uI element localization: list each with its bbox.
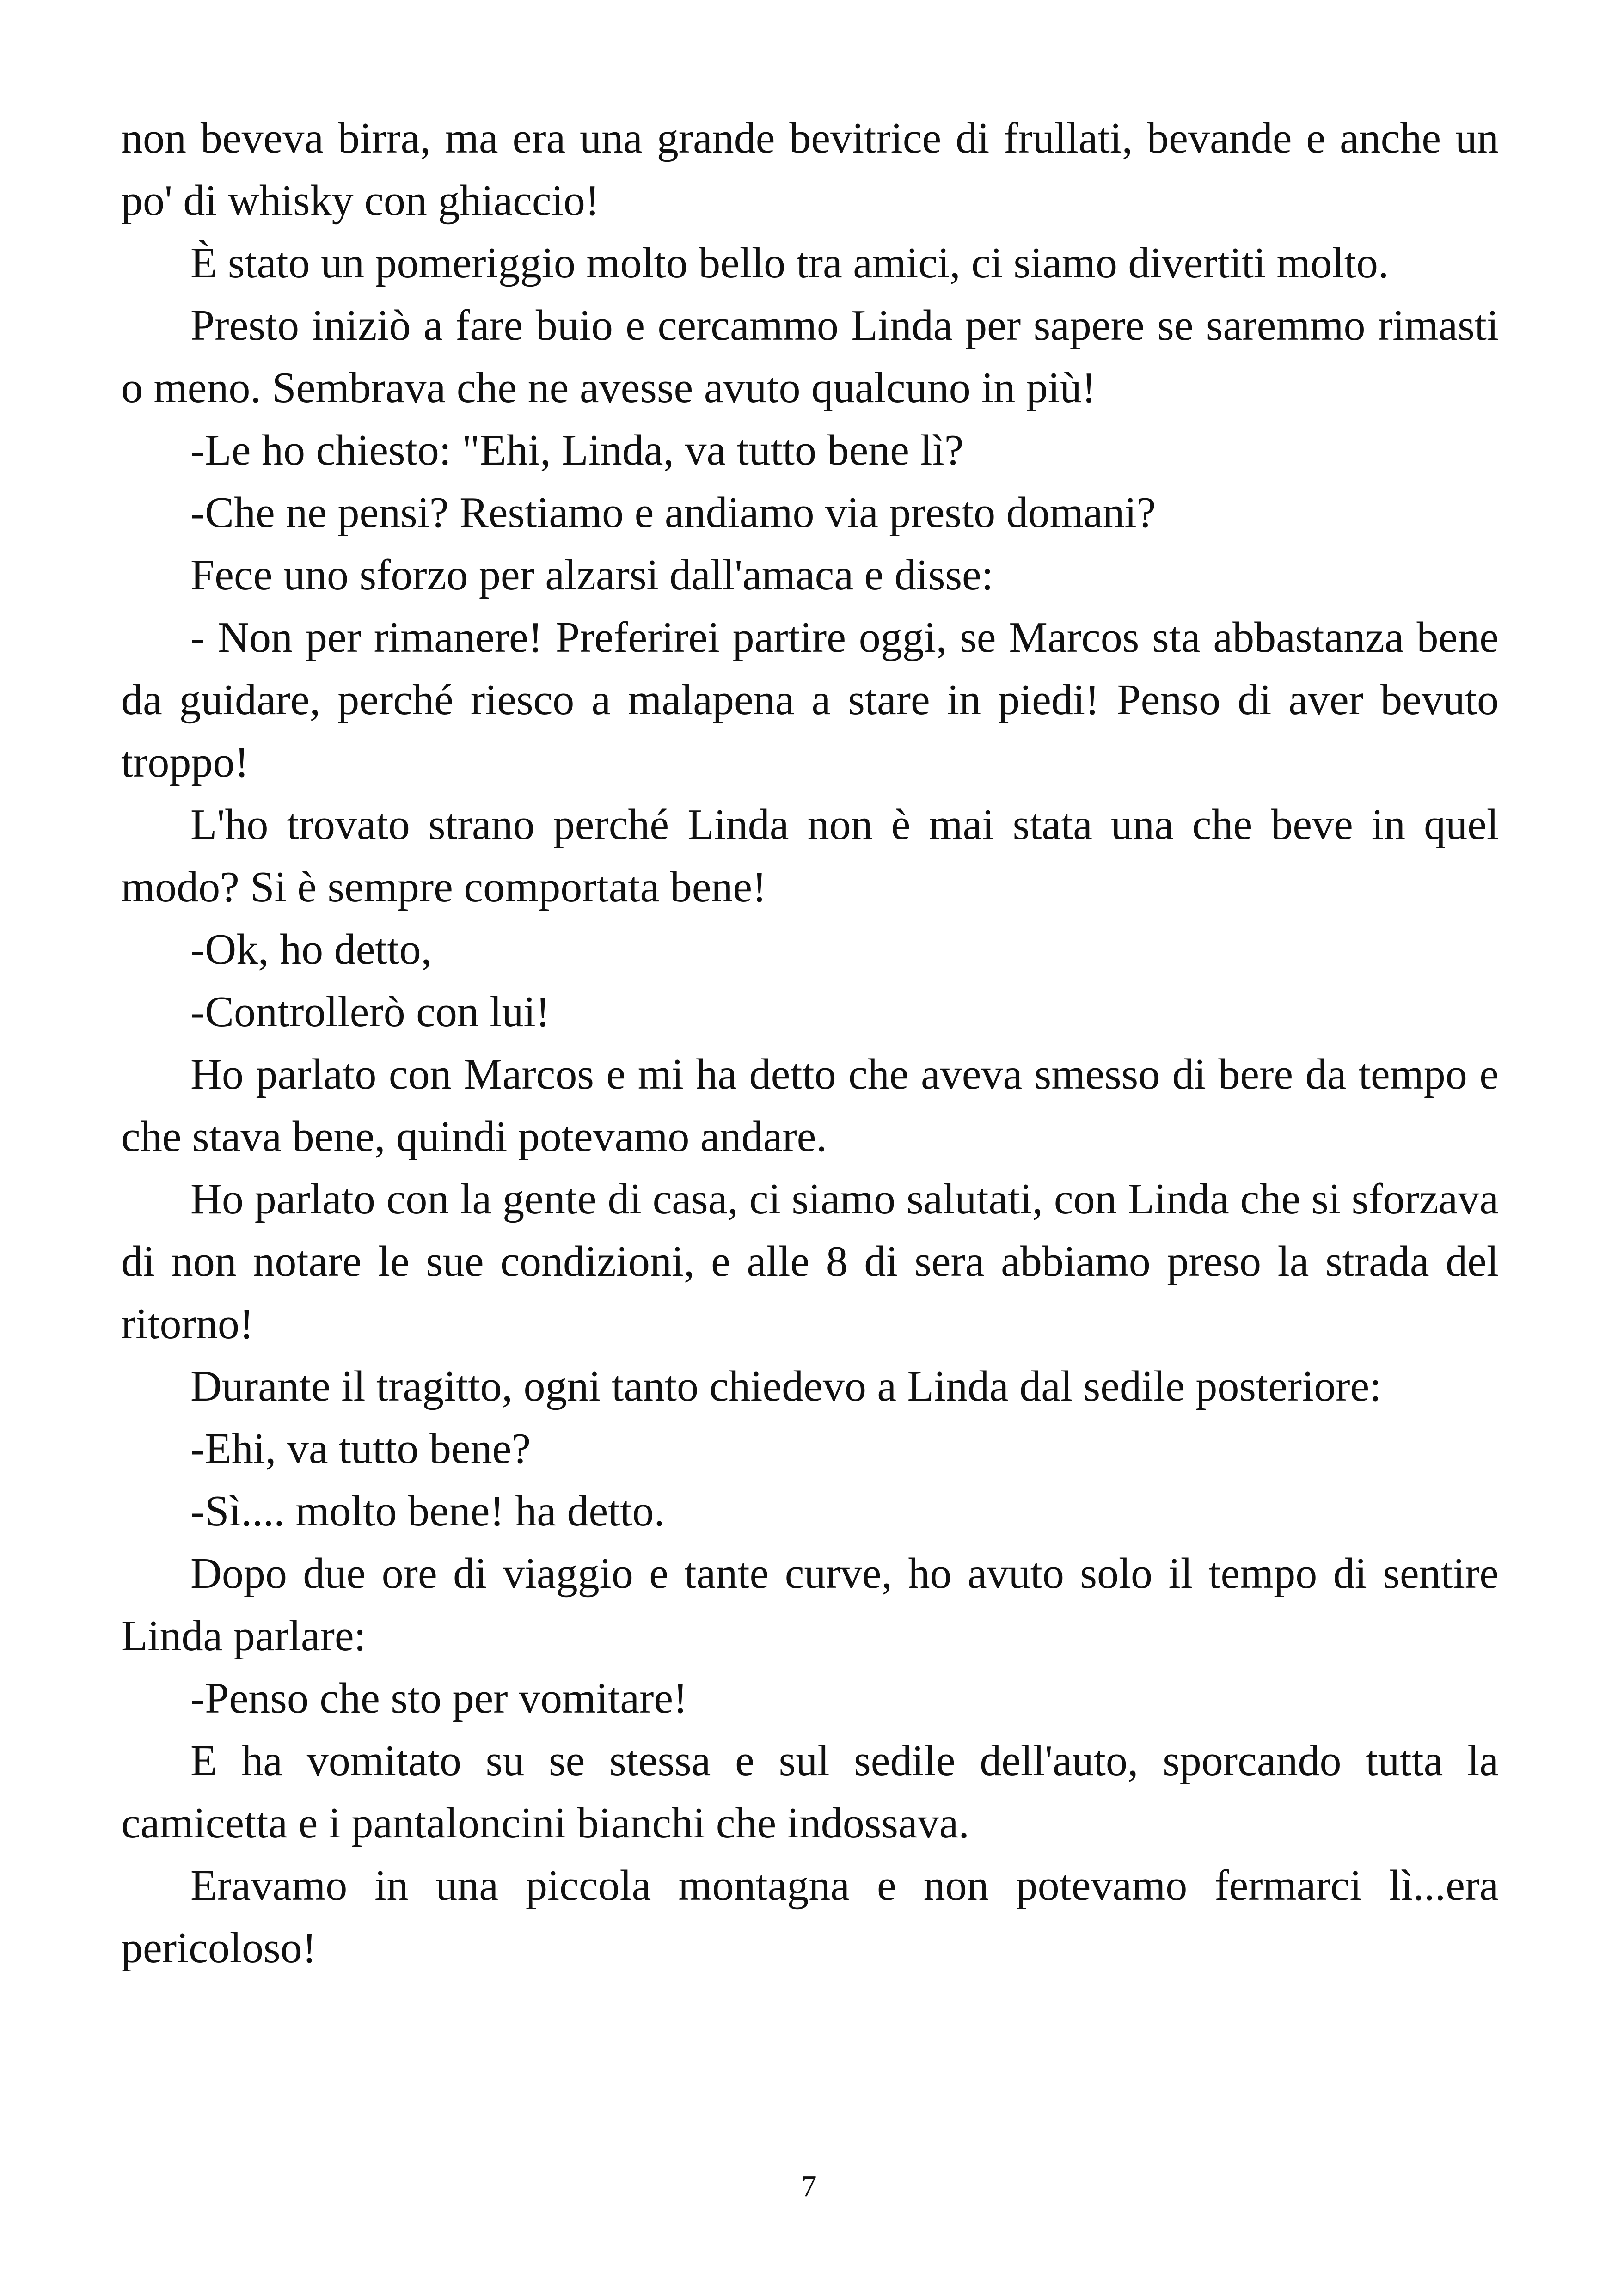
paragraph: L'ho trovato strano perché Linda non è mai stata una che beve in quel modo? Si è sempre comportata bene! <box>121 801 1499 911</box>
dialogue-line: -Controllerò con lui! <box>190 988 550 1036</box>
dialogue-line: - Non per rimanere! Preferirei partire oggi, se Marcos sta abbastanza bene da guidare, perché riesco a malapena a stare in piedi! Penso di aver bevuto troppo! <box>121 613 1499 786</box>
page-number: 7 <box>801 2169 817 2203</box>
dialogue-line: -Sì.... molto bene! ha detto. <box>190 1487 665 1535</box>
paragraph: Dopo due ore di viaggio e tante curve, ho avuto solo il tempo di sentire Linda parlare: <box>121 1549 1499 1660</box>
dialogue-line: -Ehi, va tutto bene? <box>190 1425 531 1473</box>
paragraph: È stato un pomeriggio molto bello tra amici, ci siamo divertiti molto. <box>190 239 1389 287</box>
dialogue-line: -Le ho chiesto: "Ehi, Linda, va tutto bene lì? <box>190 426 964 474</box>
paragraph: Eravamo in una piccola montagna e non potevamo fermarci lì...era pericoloso! <box>121 1861 1499 1972</box>
page-body <box>121 107 1499 1979</box>
paragraph: Ho parlato con Marcos e mi ha detto che aveva smesso di bere da tempo e che stava bene, quindi potevamo andare. <box>121 1050 1499 1161</box>
paragraph: non beveva birra, ma era una grande bevitrice di frullati, bevande e anche un po' di whisky con ghiaccio! <box>121 114 1499 225</box>
paragraph: Presto iniziò a fare buio e cercammo Linda per sapere se saremmo rimasti o meno. Sembrava che ne avesse avuto qualcuno in più! <box>121 301 1499 412</box>
dialogue-line: -Ok, ho detto, <box>190 925 432 974</box>
paragraph: Ho parlato con la gente di casa, ci siamo salutati, con Linda che si sforzava di non notare le sue condizioni, e alle 8 di sera abbiamo preso la strada del ritorno! <box>121 1175 1499 1348</box>
dialogue-line: -Penso che sto per vomitare! <box>190 1674 688 1722</box>
paragraph: E ha vomitato su se stessa e sul sedile dell'auto, sporcando tutta la camicetta e i pantaloncini bianchi che indossava. <box>121 1737 1499 1847</box>
paragraph: Fece uno sforzo per alzarsi dall'amaca e disse: <box>190 551 993 599</box>
paragraph: Durante il tragitto, ogni tanto chiedevo a Linda dal sedile posteriore: <box>190 1362 1382 1410</box>
dialogue-line: -Che ne pensi? Restiamo e andiamo via presto domani? <box>190 489 1156 537</box>
